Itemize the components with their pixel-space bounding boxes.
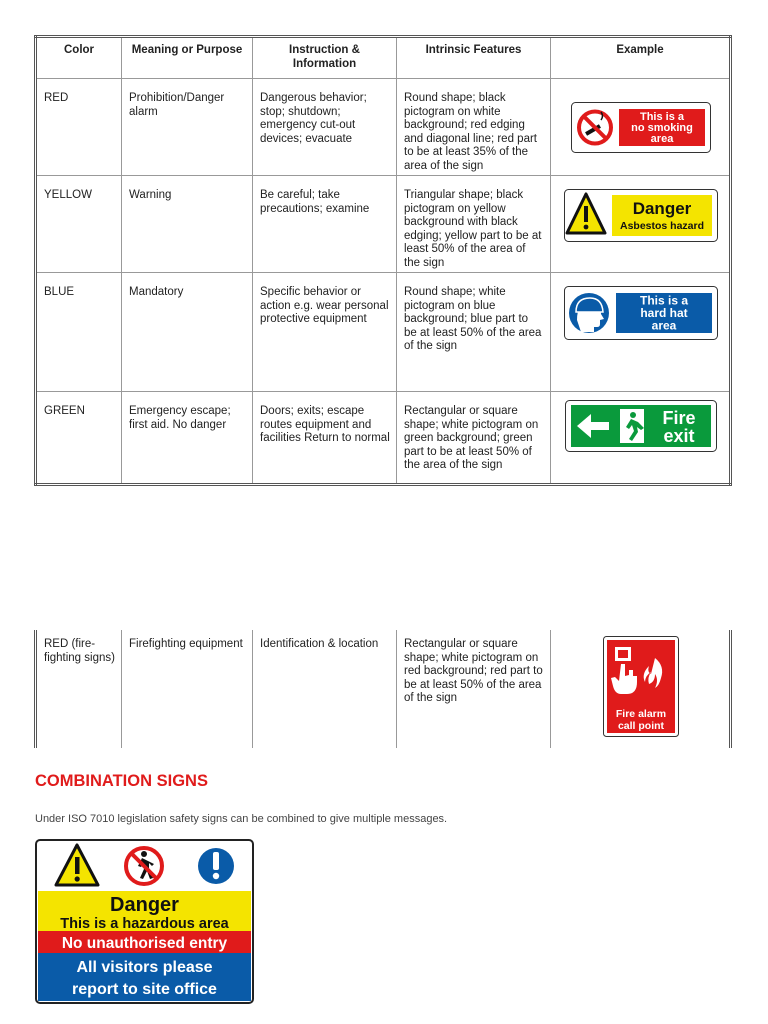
sign-line: This is a (639, 111, 684, 124)
cell-instruction: Specific behavior or action e.g. wear personal protective equipment (253, 273, 397, 392)
no-pedestrian-icon (126, 848, 162, 884)
sign-line: hard hat (639, 306, 688, 321)
sign-line: Fire (661, 408, 696, 429)
fire-alarm-sign (603, 636, 679, 737)
table-row (36, 273, 731, 392)
cell-meaning: Firefighting equipment (122, 630, 253, 748)
sign-line: Asbestos hazard (619, 220, 704, 233)
cell-color: BLUE (36, 273, 122, 392)
cell-example (551, 273, 731, 392)
cell-meaning: Mandatory (122, 273, 253, 392)
table-header-row (36, 37, 731, 79)
combination-sign (35, 839, 254, 1004)
cell-features: Rectangular or square shape; white pictogram on green background; green part to be at least 50% of the area of the sign (397, 392, 551, 485)
section-paragraph: Under ISO 7010 legislation safety signs can be combined to give multiple messages. (35, 813, 448, 825)
fire-exit-sign (565, 400, 717, 452)
sign-line: Danger (632, 199, 691, 219)
cell-color: RED (36, 79, 122, 176)
section-heading: COMBINATION SIGNS (35, 772, 208, 790)
header-features: Intrinsic Features (397, 37, 551, 79)
sign-line: area (651, 318, 676, 333)
sign-line: No unauthorised entry (61, 935, 228, 952)
no-smoking-icon (579, 112, 611, 144)
header-meaning: Meaning or Purpose (122, 37, 253, 79)
sign-line: This is a (639, 293, 688, 308)
cell-instruction: Be careful; take precautions; examine (253, 176, 397, 273)
sign-line: This is a hazardous area (60, 916, 229, 932)
cell-example (551, 392, 731, 485)
sign-line: area (650, 133, 673, 146)
cell-meaning: Prohibition/Danger alarm (122, 79, 253, 176)
no-smoking-sign (571, 102, 711, 153)
table-row (36, 630, 731, 748)
cell-features: Rectangular or square shape; white pictogram on red background; red part to be at least 50% of the area of the sign (397, 630, 551, 748)
sign-line: Danger (110, 894, 179, 916)
table-row (36, 176, 731, 273)
cell-example (551, 630, 731, 748)
hard-hat-icon (569, 293, 609, 333)
cell-meaning: Emergency escape; first aid. No danger (122, 392, 253, 485)
mandatory-icon (198, 848, 234, 884)
cell-color: YELLOW (36, 176, 122, 273)
cell-instruction: Identification & location (253, 630, 397, 748)
sign-line: no smoking (630, 122, 693, 135)
table-row (36, 392, 731, 485)
cell-example (551, 176, 731, 273)
color-meaning-table (34, 35, 732, 486)
firefighting-table (34, 630, 732, 748)
header-color: Color (36, 37, 122, 79)
sign-line: exit (662, 426, 695, 447)
hard-hat-sign (564, 286, 718, 340)
cell-meaning: Warning (122, 176, 253, 273)
header-example: Example (551, 37, 731, 79)
cell-color: RED (fire-fighting signs) (36, 630, 122, 748)
header-instruction: Instruction & Information (253, 37, 397, 79)
cell-instruction: Dangerous behavior; stop; shutdown; emergency cut-out devices; evacuate (253, 79, 397, 176)
sign-line: call point (617, 720, 664, 732)
cell-instruction: Doors; exits; escape routes equipment and facilities Return to normal (253, 392, 397, 485)
danger-asbestos-sign (564, 189, 718, 242)
cell-features: Round shape; white pictogram on blue background; blue part to be at least 50% of the area of the sign (397, 273, 551, 392)
sign-line: All visitors please (76, 959, 213, 976)
sign-line: report to site office (72, 981, 217, 998)
table-row (36, 79, 731, 176)
cell-example (551, 79, 731, 176)
cell-features: Round shape; black pictogram on white background; red edging and diagonal line; red part to be at least 35% of the area of the sign (397, 79, 551, 176)
sign-line: Fire alarm (615, 708, 666, 720)
cell-color: GREEN (36, 392, 122, 485)
cell-features: Triangular shape; black pictogram on yellow background with black edging; yellow part to be at least 50% of the area of the sign (397, 176, 551, 273)
